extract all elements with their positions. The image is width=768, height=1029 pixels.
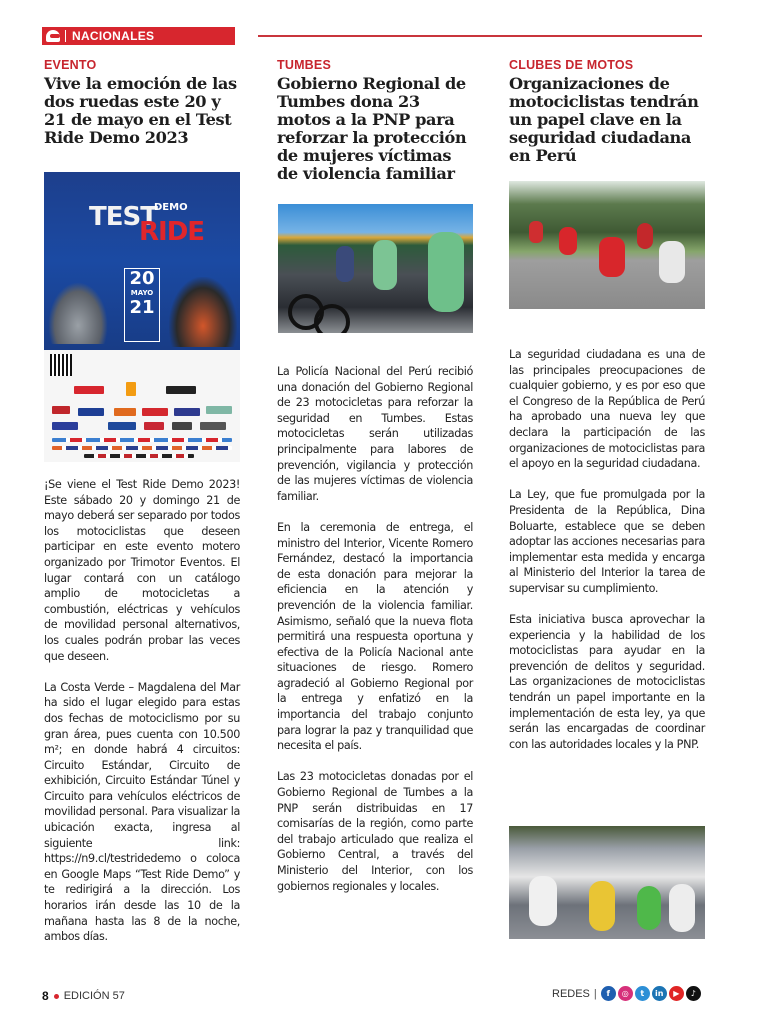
paragraph: En la ceremonia de entrega, el ministro del Interior, Vicente Romero Fernández, destacó la importancia de esta donación para mejorar la eficiencia en la atención y prevención de la violencia familiar. Asimismo, señaló que la nueva flota permitirá una respuesta oportuna y efectiva de la Policía Nacional ante situaciones de riesgo. Romero agradeció al Gobierno Regional por la entrega y enfatizó en la importancia del trabajo conjunto para lograr la paz y tranquilidad que necesita el país. [277, 520, 473, 753]
sponsor-logo [144, 422, 164, 430]
sponsor-logo [78, 408, 104, 416]
magazine-logo-icon [46, 30, 60, 42]
article-body [277, 364, 473, 910]
paragraph: La seguridad ciudadana es una de las principales preocupaciones de cualquier gobierno, y es por eso que el Congreso de la República de Perú ha aprobado una nueva ley que declara la participación de las organizaciones de motociclistas para el apoyo en la seguridad ciudadana. [509, 348, 705, 471]
poster-top [44, 172, 240, 350]
bullet-dot-icon [54, 994, 59, 999]
officer-figure [428, 232, 464, 312]
facebook-icon[interactable]: f [601, 986, 616, 1001]
test-ride-poster-image [44, 172, 240, 462]
divider: | [593, 987, 597, 1000]
rider-figure [637, 886, 661, 930]
officer-figure [336, 246, 354, 282]
sponsor-logo [114, 408, 136, 416]
paragraph: La Costa Verde – Magdalena del Mar ha sido el lugar elegido para estas dos fechas de motociclismo por su gran área, pues cuenta con 10.500 m²; en donde habrá 4 circuitos: Circuito Estándar, Circuito de exhibición, Circuito Estándar Túnel y Circuito para vehículos eléctricos de movilidad personal. Para visualizar la ubicación exacta, ingresa al siguiente link: https://n9.cl/testridedemo o coloca en Google Maps “Test Ride Demo” y te redirigirá a la dirección. Los horarios irán desde las 10 de la mañana hasta las 8 de la noche, ambos días. [44, 680, 240, 944]
rider-figure [559, 227, 577, 255]
sponsor-logo [200, 422, 226, 430]
article-clubes [509, 58, 705, 165]
article-kicker: CLUBES DE MOTOS [509, 58, 634, 72]
poster-day-1: 20 [129, 268, 155, 289]
rider-figure [669, 884, 695, 932]
sponsor-logo [126, 382, 136, 396]
article-tumbes [277, 58, 473, 183]
youtube-icon[interactable]: ▶ [669, 986, 684, 1001]
sportbike-rider-figure [169, 277, 237, 347]
rider-figure [589, 881, 615, 931]
scooter-rider-figure [48, 282, 108, 344]
paragraph: Las 23 motocicletas donadas por el Gobierno Regional de Tumbes a la PNP serán distribuidas en 17 comisarías de la región, como parte del trabajo articulado que realiza el Gobierno Central, a través del Ministerio del Interior, con los gobiernos regionales y locales. [277, 770, 473, 893]
paragraph: Esta iniciativa busca aprovechar la experiencia y la habilidad de los motociclistas para ayudar en la prevención de delitos y seguridad. Las organizaciones de motociclistas tendrán un papel importante en la implementación de esta ley, ya que serán las encargadas de coordinar con las autoridades locales y la PNP. [509, 613, 705, 751]
sponsor-logo [142, 408, 168, 416]
instagram-icon[interactable]: ◎ [618, 986, 633, 1001]
sponsor-logo [174, 408, 200, 416]
rider-figure [637, 223, 653, 249]
rider-figure [599, 237, 625, 277]
sponsor-logo [206, 406, 232, 414]
sponsor-logo [74, 386, 104, 394]
poster-date-box [124, 268, 160, 342]
poster-sponsor-area [44, 350, 240, 462]
sponsor-logo [52, 438, 232, 442]
rider-figure [529, 221, 543, 243]
poster-title-ride: RIDE [139, 217, 205, 247]
article-body [509, 347, 705, 768]
poster-title-demo: DEMO [154, 202, 188, 213]
police-motorcycles-photo [278, 204, 473, 333]
sponsor-logo [52, 406, 70, 414]
section-tag [42, 27, 235, 45]
social-footer [552, 986, 703, 1001]
sponsor-logo [172, 422, 192, 430]
twitter-icon[interactable]: t [635, 986, 650, 1001]
rider-figure [659, 241, 685, 283]
sponsor-logo [52, 446, 232, 450]
tiktok-icon[interactable]: ♪ [686, 986, 701, 1001]
article-kicker: TUMBES [277, 58, 331, 72]
article-headline: Vive la emoción de las dos ruedas este 20 y 21 de mayo en el Test Ride Demo 2023 [44, 74, 237, 147]
poster-day-2: 21 [129, 297, 155, 318]
social-label: REDES [552, 987, 590, 1000]
motorcycle-club-photo [509, 181, 705, 309]
page-number: 8 [42, 989, 49, 1003]
section-label: NACIONALES [72, 29, 155, 43]
article-headline: Gobierno Regional de Tumbes dona 23 motos a la PNP para reforzar la protección de mujeres víctimas de violencia familiar [277, 74, 467, 183]
rider-figure [529, 876, 557, 926]
paragraph: ¡Se viene el Test Ride Demo 2023! Este sábado 20 y domingo 21 de mayo deberá ser separado por todos los motociclistas que deseen participar en este evento motero organizado por Trimotor Eventos. El lugar contará con un catálogo amplio de motocicletas a combustión, eléctricas y vehículos de movilidad personal alternativos, los cuales podrán probar las veces que deseen. [44, 478, 240, 663]
poster-month: MAYO [130, 289, 154, 297]
sponsor-logo [108, 422, 136, 430]
poster-title-test: TEST [89, 202, 157, 232]
linkedin-icon[interactable]: in [652, 986, 667, 1001]
edition-label: EDICIÓN 57 [63, 990, 125, 1002]
paragraph: La Ley, que fue promulgada por la Presidenta de la República, Dina Boluarte, establece que se deben adoptar las acciones necesarias para implementar esta medida y encarga al Ministerio del Interior la tarea de supervisar su cumplimiento. [509, 488, 705, 595]
article-body [44, 477, 240, 960]
article-headline: Organizaciones de motociclistas tendrán un papel clave en la seguridad ciudadana en Perú [509, 74, 699, 165]
sponsor-logo [52, 422, 78, 430]
page-footer-left [42, 989, 125, 1003]
divider [65, 30, 66, 42]
top-rule [258, 35, 702, 37]
officer-figure [373, 240, 397, 290]
motorcyclists-group-photo [509, 826, 705, 939]
sponsor-logo [84, 454, 194, 458]
article-evento [44, 58, 240, 147]
article-kicker: EVENTO [44, 58, 97, 72]
paragraph: La Policía Nacional del Perú recibió una donación del Gobierno Regional de 23 motocicletas para reforzar la seguridad en Tumbes. Estas motocicletas serán utilizadas principalmente para labores de prevención, vigilancia y protección de las mujeres víctimas de violencia familiar. [277, 365, 473, 503]
sponsor-logo [166, 386, 196, 394]
motorcycle-wheel [314, 304, 350, 333]
qr-code [50, 354, 72, 376]
